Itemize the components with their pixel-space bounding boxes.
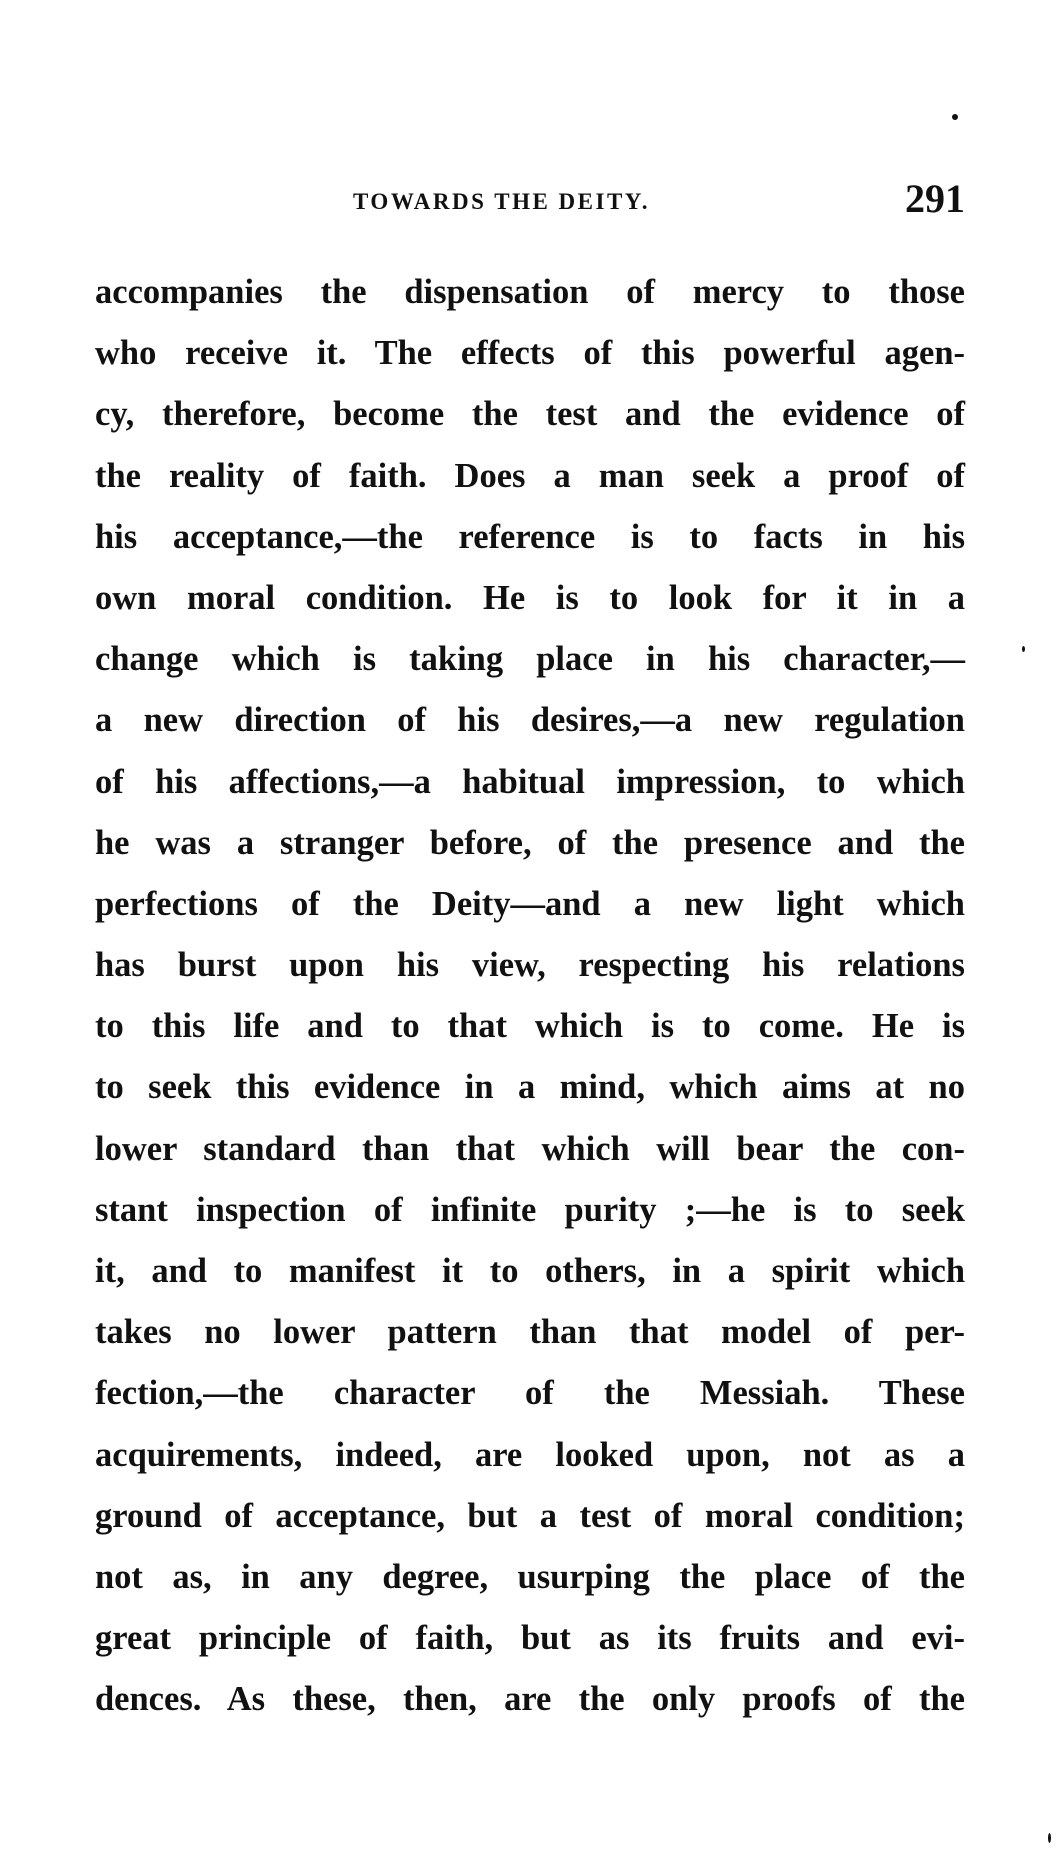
text-line: change which is taking place in his character,—	[95, 640, 965, 679]
text-line: not as, in any degree, usurping the place of the	[95, 1557, 965, 1596]
running-title: TOWARDS THE DEITY.	[353, 189, 651, 214]
text-line: to this life and to that which is to come. He is	[95, 1007, 965, 1046]
text-line: he was a stranger before, of the presence and the	[95, 823, 965, 862]
text-line: great principle of faith, but as its fruits and evi-	[95, 1619, 965, 1658]
text-line: the reality of faith. Does a man seek a proof of	[95, 456, 965, 495]
ink-speck	[952, 114, 958, 120]
text-line: cy, therefore, become the test and the evidence of	[95, 395, 965, 434]
text-line: of his affections,—a habitual impression, to which	[95, 762, 965, 801]
text-line: acquirements, indeed, are looked upon, not as a	[95, 1435, 965, 1474]
ink-speck	[1022, 646, 1025, 652]
text-line: has burst upon his view, respecting his relations	[95, 946, 965, 985]
text-line: lower standard than that which will bear the con-	[95, 1129, 965, 1168]
text-line: accompanies the dispensation of mercy to those	[95, 273, 965, 311]
text-line: own moral condition. He is to look for it in a	[95, 578, 965, 617]
text-line: a new direction of his desires,—a new regulation	[95, 701, 965, 740]
ink-speck	[1048, 1833, 1051, 1843]
text-line: it, and to manifest it to others, in a spirit which	[95, 1252, 965, 1290]
text-line: fection,—the character of the Messiah. These	[95, 1374, 965, 1413]
text-line: dences. As these, then, are the only proofs of the	[95, 1680, 965, 1719]
text-line: takes no lower pattern than that model of per-	[95, 1313, 965, 1352]
body-text	[95, 262, 965, 1731]
text-line: ground of acceptance, but a test of moral condition;	[95, 1496, 965, 1535]
text-line: who receive it. The effects of this powerful agen-	[95, 334, 965, 373]
text-line: his acceptance,—the reference is to facts in his	[95, 517, 965, 556]
page-number: 291	[905, 176, 965, 221]
text-line: stant inspection of infinite purity ;—he is to seek	[95, 1190, 965, 1229]
page-header	[95, 175, 965, 225]
text-line: perfections of the Deity—and a new light which	[95, 884, 965, 923]
text-line: to seek this evidence in a mind, which aims at no	[95, 1068, 965, 1107]
